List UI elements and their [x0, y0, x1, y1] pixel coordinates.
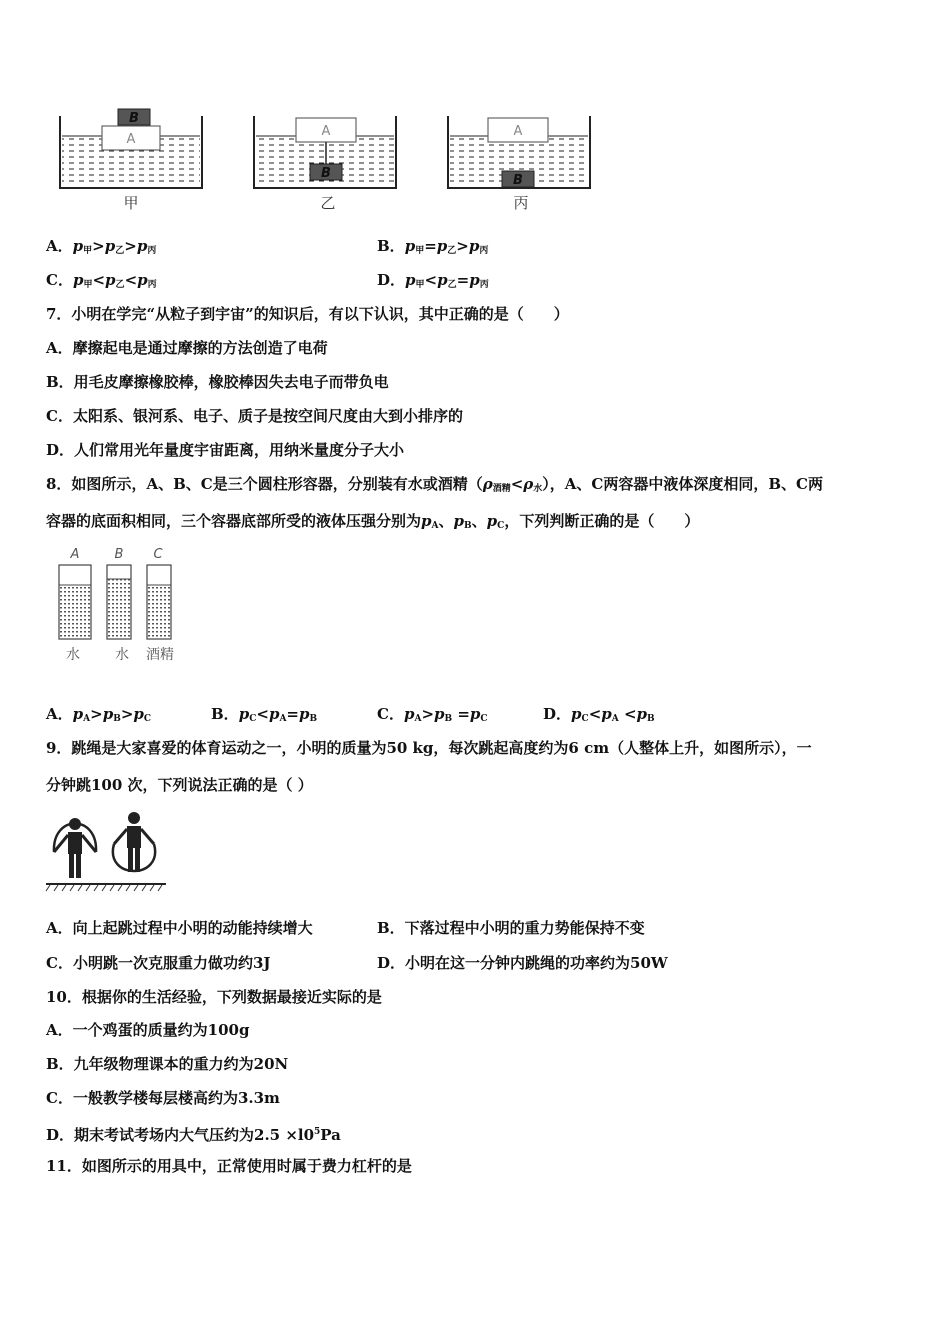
- q8-option-d[interactable]: D．$p_C<p_A <p_B$: [543, 705, 655, 724]
- container-c-label: C: [153, 547, 163, 562]
- q7-option-a[interactable]: A．摩擦起电是通过摩擦的方法创造了电荷: [46, 339, 328, 357]
- q8-stem-line1: 8．如图所示，A、B、C是三个圆柱形容器，分别装有水或酒精$(\rho_{酒精}<\rho_水)$，A、C两容器中液体深度相同，B、C两: [46, 475, 823, 494]
- figure-label-jia: 甲: [123, 194, 139, 212]
- q6-option-a[interactable]: A．$p_甲>p_乙>p_丙$: [46, 237, 157, 256]
- block-a-label: A: [126, 132, 136, 147]
- q9-option-b[interactable]: B．下落过程中小明的重力势能保持不变: [377, 919, 645, 937]
- q7-option-b[interactable]: B．用毛皮摩擦橡胶棒，橡胶棒因失去电子而带负电: [46, 373, 389, 391]
- q6-option-b[interactable]: B．$p_甲=p_乙>p_丙$: [377, 237, 489, 256]
- q9-option-a[interactable]: A．向上起跳过程中小明的动能持续增大: [46, 919, 313, 937]
- container-bing: [448, 116, 590, 212]
- q10-option-a[interactable]: A．一个鸡蛋的质量约为100g: [46, 1021, 250, 1039]
- q10-stem: 10．根据你的生活经验，下列数据最接近实际的是: [46, 988, 382, 1006]
- block-a-label: A: [513, 124, 523, 139]
- q9-stem-line1: 9．跳绳是大家喜爱的体育运动之一，小明的质量为50 kg，每次跳起高度约为6 cm（人整体上升，如图所示），一: [46, 739, 812, 757]
- q10-option-b[interactable]: B．九年级物理课本的重力约为20N: [46, 1055, 289, 1073]
- figure-label-bing: 丙: [513, 194, 529, 212]
- q10-option-c[interactable]: C．一般教学楼每层楼高约为3.3m: [46, 1089, 280, 1107]
- container-yi: [254, 116, 396, 212]
- q10-option-d[interactable]: D．期末考试考场内大气压约为$2.5 \times l0^5Pa$: [46, 1126, 341, 1144]
- liquid-label-c: 酒精: [146, 647, 174, 663]
- q9-option-c[interactable]: C．小明跳一次克服重力做功约3J: [46, 954, 271, 972]
- q7-stem: 7．小明在学完“从粒子到宇宙”的知识后，有以下认识，其中正确的是（ ）: [46, 305, 569, 323]
- q8-option-b[interactable]: B．$p_C<p_A=p_B$: [211, 705, 318, 724]
- q6-option-c[interactable]: C．$p_甲<p_乙<p_丙$: [46, 271, 157, 290]
- person-landing-icon: [113, 812, 155, 872]
- figure-label-yi: 乙: [320, 194, 336, 212]
- q8-option-c[interactable]: C．$p_A>p_B =p_C$: [377, 705, 488, 724]
- block-b-label: B: [321, 166, 331, 181]
- q11-stem: 11．如图所示的用具中，正常使用时属于费力杠杆的是: [46, 1157, 412, 1175]
- q8-stem-line2: 容器的底面积相同，三个容器底部所受的液体压强分别为$p_A$、$p_B$、$p_C$，下列判断正确的是（ ）: [46, 512, 700, 531]
- q9-stem-line2: 分钟跳100 次，下列说法正确的是（ ）: [46, 776, 313, 794]
- person-jumping-icon: [54, 818, 96, 878]
- container-a-label: A: [70, 547, 80, 562]
- liquid-label-b: 水: [115, 647, 129, 663]
- q8-option-a[interactable]: A．$p_A>p_B>p_C$: [46, 705, 152, 724]
- q8-figure: [48, 543, 198, 665]
- liquid-label-a: 水: [66, 647, 80, 663]
- q7-option-d[interactable]: D．人们常用光年量度宇宙距离，用纳米量度分子大小: [46, 441, 405, 459]
- q6-figure: [48, 100, 608, 215]
- container-b-label: B: [114, 547, 124, 562]
- container-jia: [60, 109, 202, 212]
- block-b-label: B: [513, 173, 523, 188]
- q7-option-c[interactable]: C．太阳系、银河系、电子、质子是按空间尺度由大到小排序的: [46, 407, 463, 425]
- q6-option-d[interactable]: D．$p_甲<p_乙=p_丙$: [377, 271, 489, 290]
- q9-option-d[interactable]: D．小明在这一分钟内跳绳的功率约为50W: [377, 954, 668, 972]
- block-b-label: B: [129, 111, 139, 126]
- q9-rope-skipping-figure: [44, 808, 168, 892]
- block-a-label: A: [321, 124, 331, 139]
